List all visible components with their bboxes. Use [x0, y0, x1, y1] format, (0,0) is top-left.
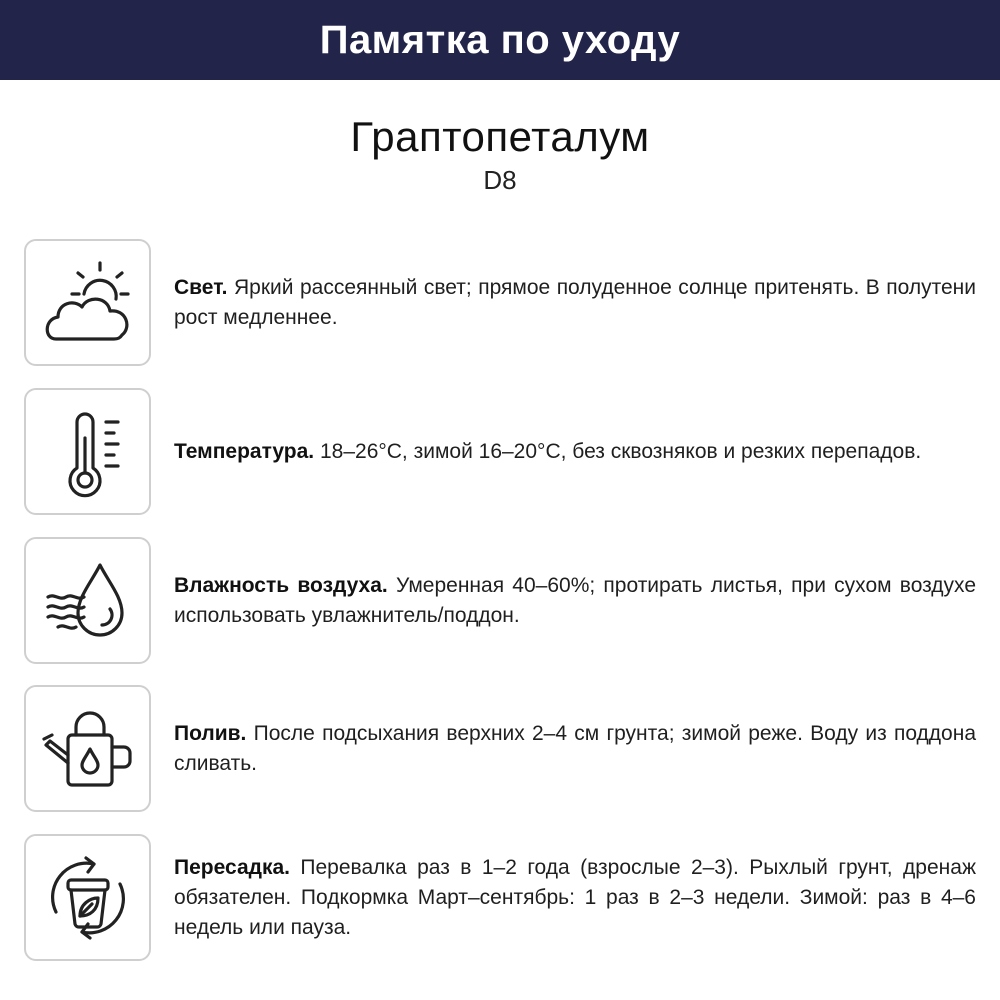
care-row-light: [24, 239, 984, 367]
care-desc-humidity: Умеренная 40–60%; протирать листья, при сухом воздухе использовать увлажнитель/поддон.: [174, 573, 977, 627]
care-desc-repotting: Перевалка раз в 1–2 года (взрослые 2–3). Рыхлый грунт, дренаж обязателен. Подкормка Март–сентябрь: 1 раз в 2–3 недели. Зимой: раз в 4–6 недель или пауза.: [174, 855, 976, 939]
care-desc-temperature: 18–26°С, зимой 16–20°С, без сквозняков и резких перепадов.: [314, 439, 922, 463]
watering-can-icon: [24, 685, 151, 812]
repot-pot-icon: [24, 834, 151, 961]
care-label-watering: Полив.: [174, 721, 247, 745]
care-text-humidity: [174, 571, 976, 631]
sun-cloud-icon: [24, 239, 151, 366]
humidity-drop-icon: [24, 537, 151, 664]
care-row-repotting: [24, 834, 984, 962]
care-label-repotting: Пересадка.: [174, 855, 290, 879]
care-text-repotting: [174, 853, 976, 943]
care-label-temperature: Температура.: [174, 439, 315, 463]
header-banner: [0, 0, 1000, 80]
care-row-watering: [24, 685, 984, 813]
care-text-temperature: [174, 437, 921, 467]
care-label-light: Свет.: [174, 275, 228, 299]
care-text-watering: [174, 719, 976, 779]
plant-code: D8: [483, 165, 517, 195]
care-row-humidity: [24, 537, 984, 665]
care-label-humidity: Влажность воздуха.: [174, 573, 388, 597]
care-desc-light: Яркий рассеянный свет; прямое полуденное солнце притенять. В полутени рост медленнее.: [174, 275, 976, 329]
thermometer-icon: [24, 388, 151, 515]
page-title: Памятка по уходу: [319, 17, 681, 62]
care-desc-watering: После подсыхания верхних 2–4 см грунта; зимой реже. Воду из поддона сливать.: [174, 721, 976, 775]
care-row-temperature: [24, 388, 984, 516]
care-text-light: [174, 273, 976, 333]
plant-name: Граптопеталум: [350, 113, 650, 160]
